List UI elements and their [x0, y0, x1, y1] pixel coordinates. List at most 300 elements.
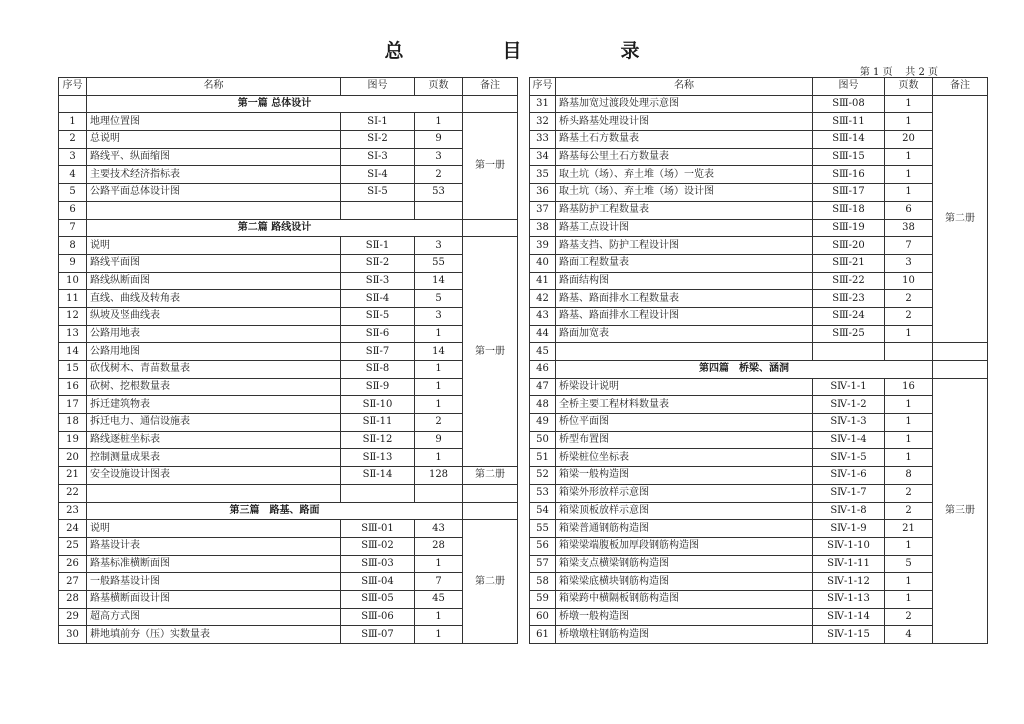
row-name: 箱梁支点横梁钢筋构造图 [556, 555, 813, 573]
row-pages: 1 [415, 325, 463, 343]
row-seq: 30 [59, 626, 87, 644]
volume-label [463, 219, 518, 237]
row-code: SⅢ-01 [341, 520, 415, 538]
row-code: SⅣ-1-2 [813, 396, 885, 414]
row-pages: 1 [885, 113, 933, 131]
row-pages: 1 [885, 537, 933, 555]
row-name [556, 343, 813, 361]
row-pages: 28 [415, 537, 463, 555]
row-name: 拆迁建筑物表 [87, 396, 341, 414]
row-seq: 47 [530, 378, 556, 396]
row-code: SⅢ-17 [813, 184, 885, 202]
table-row [59, 166, 518, 184]
volume-label: 第二册 [463, 467, 518, 485]
row-name: 箱梁外形放样示意图 [556, 484, 813, 502]
header-remark: 备注 [463, 78, 518, 96]
table-row [59, 272, 518, 290]
section-row [59, 95, 518, 113]
table-row [530, 608, 988, 626]
row-seq: 57 [530, 555, 556, 573]
row-pages: 2 [885, 290, 933, 308]
row-code: SⅢ-22 [813, 272, 885, 290]
row-name: 一般路基设计图 [87, 573, 341, 591]
row-code: SⅢ-19 [813, 219, 885, 237]
row-seq: 34 [530, 148, 556, 166]
table-row [59, 555, 518, 573]
volume-label [463, 502, 518, 520]
volume-label: 第二册 [463, 520, 518, 644]
row-pages: 20 [885, 131, 933, 149]
row-pages: 4 [885, 626, 933, 644]
directory-table-left [58, 77, 518, 644]
table-row [530, 343, 988, 361]
row-pages: 2 [885, 484, 933, 502]
row-code: SⅣ-1-7 [813, 484, 885, 502]
row-seq: 4 [59, 166, 87, 184]
row-pages: 3 [415, 237, 463, 255]
row-code: SⅣ-1-8 [813, 502, 885, 520]
row-pages: 1 [885, 325, 933, 343]
row-code: SⅢ-16 [813, 166, 885, 184]
row-name: 安全设施设计图表 [87, 467, 341, 485]
table-row [59, 237, 518, 255]
row-name: 桥头路基处理设计图 [556, 113, 813, 131]
table-row [530, 307, 988, 325]
row-pages: 3 [415, 148, 463, 166]
row-code: SⅡ-1 [341, 237, 415, 255]
row-code: SⅠ-1 [341, 113, 415, 131]
row-name: 拆迁电力、通信设施表 [87, 414, 341, 432]
row-seq: 56 [530, 537, 556, 555]
header-pages: 页数 [415, 78, 463, 96]
row-pages: 8 [885, 467, 933, 485]
volume-label [463, 484, 518, 502]
row-name: 路基防护工程数量表 [556, 201, 813, 219]
row-code [813, 343, 885, 361]
header-pages: 页数 [885, 78, 933, 96]
row-pages: 1 [885, 590, 933, 608]
table-row [59, 361, 518, 379]
row-pages: 1 [415, 113, 463, 131]
row-name: 桥梁桩位坐标表 [556, 449, 813, 467]
row-name: 路基标准横断面图 [87, 555, 341, 573]
row-name: 总说明 [87, 131, 341, 149]
row-pages: 2 [885, 502, 933, 520]
row-name: 箱梁梁端腹板加厚段钢筋构造图 [556, 537, 813, 555]
row-name: 桥梁设计说明 [556, 378, 813, 396]
row-seq: 17 [59, 396, 87, 414]
row-pages: 1 [415, 396, 463, 414]
row-seq: 45 [530, 343, 556, 361]
table-row [59, 131, 518, 149]
row-code: SⅢ-20 [813, 237, 885, 255]
row-seq: 14 [59, 343, 87, 361]
row-seq: 22 [59, 484, 87, 502]
table-row [530, 467, 988, 485]
row-seq: 35 [530, 166, 556, 184]
row-name: 路基支挡、防护工程设计图 [556, 237, 813, 255]
table-header-row [59, 78, 518, 96]
table-row [530, 449, 988, 467]
row-code: SⅣ-1-3 [813, 414, 885, 432]
row-pages: 7 [885, 237, 933, 255]
row-seq: 48 [530, 396, 556, 414]
row-name: 路面结构图 [556, 272, 813, 290]
row-pages: 3 [415, 307, 463, 325]
table-row [530, 325, 988, 343]
row-name: 路基设计表 [87, 537, 341, 555]
directory-table-right [529, 77, 988, 644]
row-seq: 36 [530, 184, 556, 202]
row-pages: 14 [415, 272, 463, 290]
table-row [59, 608, 518, 626]
table-row [530, 95, 988, 113]
row-name: 路基工点设计图 [556, 219, 813, 237]
row-name: 直线、曲线及转角表 [87, 290, 341, 308]
row-seq: 24 [59, 520, 87, 538]
row-name: 耕地填前夯（压）实数量表 [87, 626, 341, 644]
table-row [59, 414, 518, 432]
table-row [530, 590, 988, 608]
row-seq [59, 95, 87, 113]
row-seq: 42 [530, 290, 556, 308]
row-name: 全桥主要工程材料数量表 [556, 396, 813, 414]
row-name [87, 484, 341, 502]
row-name: 说明 [87, 520, 341, 538]
row-code: SⅢ-14 [813, 131, 885, 149]
header-code: 图号 [813, 78, 885, 96]
row-seq: 9 [59, 254, 87, 272]
volume-label: 第一册 [463, 237, 518, 467]
row-name: 箱梁顶板放样示意图 [556, 502, 813, 520]
row-seq: 8 [59, 237, 87, 255]
page-indicator: 第 1 页 共 2 页 [859, 67, 938, 78]
row-seq: 54 [530, 502, 556, 520]
row-code: SⅣ-1-9 [813, 520, 885, 538]
row-seq: 1 [59, 113, 87, 131]
row-seq: 29 [59, 608, 87, 626]
table-row [530, 573, 988, 591]
row-name: 路面工程数量表 [556, 254, 813, 272]
row-pages: 5 [415, 290, 463, 308]
table-header-row [530, 78, 988, 96]
section-row [59, 502, 518, 520]
row-code: SⅡ-13 [341, 449, 415, 467]
table-row [530, 272, 988, 290]
header-seq: 序号 [59, 78, 87, 96]
row-seq: 40 [530, 254, 556, 272]
row-seq: 15 [59, 361, 87, 379]
row-name: 路线平、纵面缩图 [87, 148, 341, 166]
row-seq: 38 [530, 219, 556, 237]
row-seq: 52 [530, 467, 556, 485]
table-row [59, 254, 518, 272]
row-name: 桥墩墩柱钢筋构造图 [556, 626, 813, 644]
row-pages: 1 [885, 166, 933, 184]
row-seq: 19 [59, 431, 87, 449]
header-name: 名称 [556, 78, 813, 96]
table-row [530, 502, 988, 520]
table-row [530, 396, 988, 414]
row-name: 地理位置图 [87, 113, 341, 131]
row-code: SⅢ-08 [813, 95, 885, 113]
row-code: SⅣ-1-13 [813, 590, 885, 608]
table-row [59, 484, 518, 502]
row-seq: 20 [59, 449, 87, 467]
table-row [59, 590, 518, 608]
row-seq: 18 [59, 414, 87, 432]
row-code: SⅢ-15 [813, 148, 885, 166]
row-name: 砍伐树木、青苗数量表 [87, 361, 341, 379]
row-seq: 43 [530, 307, 556, 325]
row-seq: 10 [59, 272, 87, 290]
row-pages: 1 [885, 414, 933, 432]
section-title: 第三篇 路基、路面 [87, 502, 463, 520]
table-row [59, 290, 518, 308]
row-pages: 2 [415, 414, 463, 432]
row-code: SⅣ-1-1 [813, 378, 885, 396]
row-code: SⅢ-18 [813, 201, 885, 219]
row-seq: 41 [530, 272, 556, 290]
row-name: 纵坡及竖曲线表 [87, 307, 341, 325]
row-pages: 1 [415, 361, 463, 379]
row-seq: 55 [530, 520, 556, 538]
row-name: 路基、路面排水工程数量表 [556, 290, 813, 308]
row-code: SⅢ-24 [813, 307, 885, 325]
row-seq: 33 [530, 131, 556, 149]
row-code: SⅢ-07 [341, 626, 415, 644]
row-name: 路基、路面排水工程设计图 [556, 307, 813, 325]
row-seq: 31 [530, 95, 556, 113]
row-code: SⅡ-8 [341, 361, 415, 379]
row-code: SⅢ-06 [341, 608, 415, 626]
row-pages: 21 [885, 520, 933, 538]
row-seq: 2 [59, 131, 87, 149]
row-pages: 1 [885, 148, 933, 166]
row-code: SⅢ-02 [341, 537, 415, 555]
table-row [59, 201, 518, 219]
row-pages: 5 [885, 555, 933, 573]
row-code: SⅢ-11 [813, 113, 885, 131]
row-seq: 58 [530, 573, 556, 591]
volume-label [933, 343, 988, 361]
table-row [530, 626, 988, 644]
table-row [530, 201, 988, 219]
row-seq: 46 [530, 361, 556, 379]
row-seq: 32 [530, 113, 556, 131]
row-code: SⅣ-1-14 [813, 608, 885, 626]
row-name: 路面加宽表 [556, 325, 813, 343]
row-seq: 44 [530, 325, 556, 343]
table-row [59, 520, 518, 538]
row-code: SⅡ-11 [341, 414, 415, 432]
table-row [530, 431, 988, 449]
table-row [59, 307, 518, 325]
row-pages: 14 [415, 343, 463, 361]
table-row [59, 113, 518, 131]
table-row [530, 290, 988, 308]
row-pages: 128 [415, 467, 463, 485]
table-row [59, 378, 518, 396]
row-code: SⅣ-1-5 [813, 449, 885, 467]
row-pages: 1 [885, 431, 933, 449]
row-pages: 1 [885, 184, 933, 202]
header-seq: 序号 [530, 78, 556, 96]
row-pages: 1 [885, 449, 933, 467]
row-code: SⅡ-5 [341, 307, 415, 325]
row-name: 砍树、挖根数量表 [87, 378, 341, 396]
table-row [530, 555, 988, 573]
row-seq: 61 [530, 626, 556, 644]
row-pages: 1 [885, 573, 933, 591]
row-code: SⅣ-1-10 [813, 537, 885, 555]
row-pages: 53 [415, 184, 463, 202]
table-row [530, 484, 988, 502]
row-name: 桥型布置图 [556, 431, 813, 449]
row-seq: 26 [59, 555, 87, 573]
row-code: SⅡ-12 [341, 431, 415, 449]
row-seq: 6 [59, 201, 87, 219]
row-name: 公路用地表 [87, 325, 341, 343]
row-name: 路基每公里土石方数量表 [556, 148, 813, 166]
row-name: 路线平面图 [87, 254, 341, 272]
row-name: 箱梁普通钢筋构造图 [556, 520, 813, 538]
table-row [59, 325, 518, 343]
row-seq: 53 [530, 484, 556, 502]
row-code: SⅠ-4 [341, 166, 415, 184]
row-pages: 9 [415, 431, 463, 449]
row-code: SⅡ-14 [341, 467, 415, 485]
row-code: SⅢ-21 [813, 254, 885, 272]
row-seq: 59 [530, 590, 556, 608]
volume-label [933, 361, 988, 379]
row-name: 路基土石方数量表 [556, 131, 813, 149]
table-row [59, 431, 518, 449]
row-code: SⅠ-5 [341, 184, 415, 202]
header-name: 名称 [87, 78, 341, 96]
row-seq: 16 [59, 378, 87, 396]
row-seq: 3 [59, 148, 87, 166]
row-name: 桥墩一般构造图 [556, 608, 813, 626]
row-seq: 25 [59, 537, 87, 555]
table-row [530, 520, 988, 538]
section-title: 第一篇 总体设计 [87, 95, 463, 113]
row-name: 路基横断面设计图 [87, 590, 341, 608]
row-code: SⅡ-9 [341, 378, 415, 396]
table-row [59, 626, 518, 644]
table-row [530, 131, 988, 149]
row-code: SⅣ-1-12 [813, 573, 885, 591]
table-row [530, 378, 988, 396]
row-pages: 1 [415, 608, 463, 626]
row-name: 桥位平面图 [556, 414, 813, 432]
row-name: 公路用地图 [87, 343, 341, 361]
row-pages: 1 [885, 95, 933, 113]
row-code: SⅢ-03 [341, 555, 415, 573]
row-code: SⅠ-2 [341, 131, 415, 149]
row-seq: 50 [530, 431, 556, 449]
table-row [59, 396, 518, 414]
row-seq: 49 [530, 414, 556, 432]
row-name: 箱梁跨中横隔板钢筋构造图 [556, 590, 813, 608]
row-seq: 27 [59, 573, 87, 591]
row-pages: 3 [885, 254, 933, 272]
row-seq: 28 [59, 590, 87, 608]
table-row [530, 254, 988, 272]
table-row [59, 467, 518, 485]
row-code: SⅡ-10 [341, 396, 415, 414]
row-pages [415, 201, 463, 219]
row-name: 取土坑（场）、弃土堆（场）一览表 [556, 166, 813, 184]
row-pages: 1 [415, 555, 463, 573]
table-row [59, 148, 518, 166]
row-code: SⅣ-1-11 [813, 555, 885, 573]
table-row [530, 237, 988, 255]
row-code: SⅣ-1-15 [813, 626, 885, 644]
row-pages: 9 [415, 131, 463, 149]
row-pages: 6 [885, 201, 933, 219]
row-pages: 1 [415, 378, 463, 396]
row-pages [415, 484, 463, 502]
row-pages: 16 [885, 378, 933, 396]
table-row [59, 573, 518, 591]
row-pages: 38 [885, 219, 933, 237]
row-name: 路线逐桩坐标表 [87, 431, 341, 449]
row-seq: 13 [59, 325, 87, 343]
row-pages: 45 [415, 590, 463, 608]
row-seq: 21 [59, 467, 87, 485]
row-name: 路线纵断面图 [87, 272, 341, 290]
row-code: SⅡ-4 [341, 290, 415, 308]
row-seq: 23 [59, 502, 87, 520]
table-row [59, 184, 518, 202]
row-seq: 60 [530, 608, 556, 626]
row-name: 超高方式图 [87, 608, 341, 626]
row-name: 控制测量成果表 [87, 449, 341, 467]
row-name [87, 201, 341, 219]
volume-label: 第一册 [463, 113, 518, 219]
volume-label: 第二册 [933, 95, 988, 343]
row-code: SⅡ-3 [341, 272, 415, 290]
table-row [59, 343, 518, 361]
section-row [59, 219, 518, 237]
row-pages: 7 [415, 573, 463, 591]
row-seq: 11 [59, 290, 87, 308]
row-code: SⅡ-2 [341, 254, 415, 272]
table-row [530, 166, 988, 184]
page-title: 总 目 录 [384, 40, 680, 62]
row-pages [885, 343, 933, 361]
row-seq: 7 [59, 219, 87, 237]
table-row [530, 184, 988, 202]
row-code: SⅡ-6 [341, 325, 415, 343]
row-pages: 2 [415, 166, 463, 184]
row-seq: 37 [530, 201, 556, 219]
table-row [530, 219, 988, 237]
table-row [530, 414, 988, 432]
table-row [530, 537, 988, 555]
row-pages: 43 [415, 520, 463, 538]
row-pages: 55 [415, 254, 463, 272]
row-code: SⅢ-04 [341, 573, 415, 591]
row-name: 箱梁一般构造图 [556, 467, 813, 485]
section-title: 第四篇 桥梁、涵洞 [556, 361, 933, 379]
row-code: SⅢ-05 [341, 590, 415, 608]
row-code: SⅣ-1-4 [813, 431, 885, 449]
volume-label: 第三册 [933, 378, 988, 643]
header-code: 图号 [341, 78, 415, 96]
row-pages: 2 [885, 608, 933, 626]
